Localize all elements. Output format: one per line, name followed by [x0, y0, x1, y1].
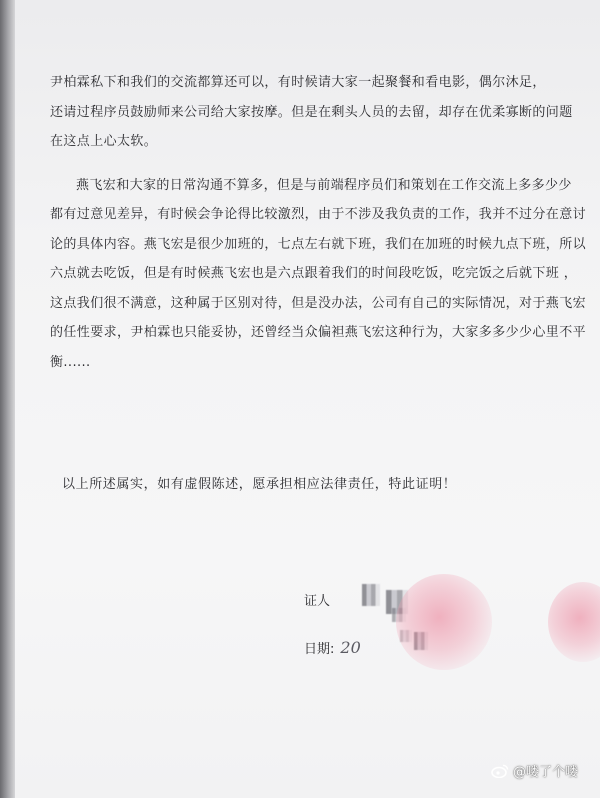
paragraph-2-line: 的任性要求，尹柏霖也只能妥协，还曾经当众偏袒燕飞宏这种行为，大家多多少少心里不平 [50, 325, 587, 340]
weibo-logo-icon [491, 764, 509, 778]
witness-label: 证人 [304, 593, 331, 609]
document-body [50, 68, 587, 377]
date-label: 日期: [304, 641, 335, 657]
paragraph-2-line: 这点我们很不满意，这种属于区别对待，但是没办法，公司有自己的实际情况，对于燕飞宏 [50, 295, 587, 311]
truth-statement: 以上所述属实，如有虚假陈述，愿承担相应法律责任，特此证明！ [62, 477, 457, 492]
red-seal-stamp [396, 574, 492, 670]
paragraph-1 [50, 68, 573, 157]
paragraph-1-line: 还请过程序员鼓励师来公司给大家按摩。但是在剩头人员的去留，却存在优柔寡断的问题 [50, 104, 573, 120]
paragraph-2-line: 衡...... [50, 354, 91, 370]
paragraph-2-line: 燕飞宏和大家的日常沟通不算多，但是与前端程序员们和策划在工作交流上多多少少 [76, 177, 572, 193]
paragraph-1-line: 在这点上心太软。 [50, 134, 158, 149]
redacted-signature [362, 584, 380, 606]
photo-edge-shadow [0, 0, 15, 798]
paragraph-2-line: 都有过意见差异，有时候会争论得比较激烈，由于不涉及我负责的工作，我并不过分在意讨 [50, 207, 587, 222]
witness-row [304, 584, 361, 614]
paragraph-2 [50, 171, 587, 378]
paragraph-1-line: 尹柏霖私下和我们的交流都算还可以，有时候请大家一起聚餐和看电影，偶尔沐足， [50, 75, 546, 90]
watermark-text: @喽了个喽 [512, 765, 578, 780]
signature-block [304, 584, 361, 680]
date-row [304, 632, 361, 662]
paragraph-2-line: 六点就去吃饭，但是有时候燕飞宏也是六点跟着我们的时间段吃饭，吃完饭之后就下班 ， [50, 266, 578, 281]
handwritten-date: 20 [340, 637, 361, 657]
paragraph-2-line: 论的具体内容。燕飞宏是很少加班的，七点左右就下班，我们在加班的时候九点下班，所以 [50, 236, 587, 252]
weibo-watermark [491, 761, 578, 780]
